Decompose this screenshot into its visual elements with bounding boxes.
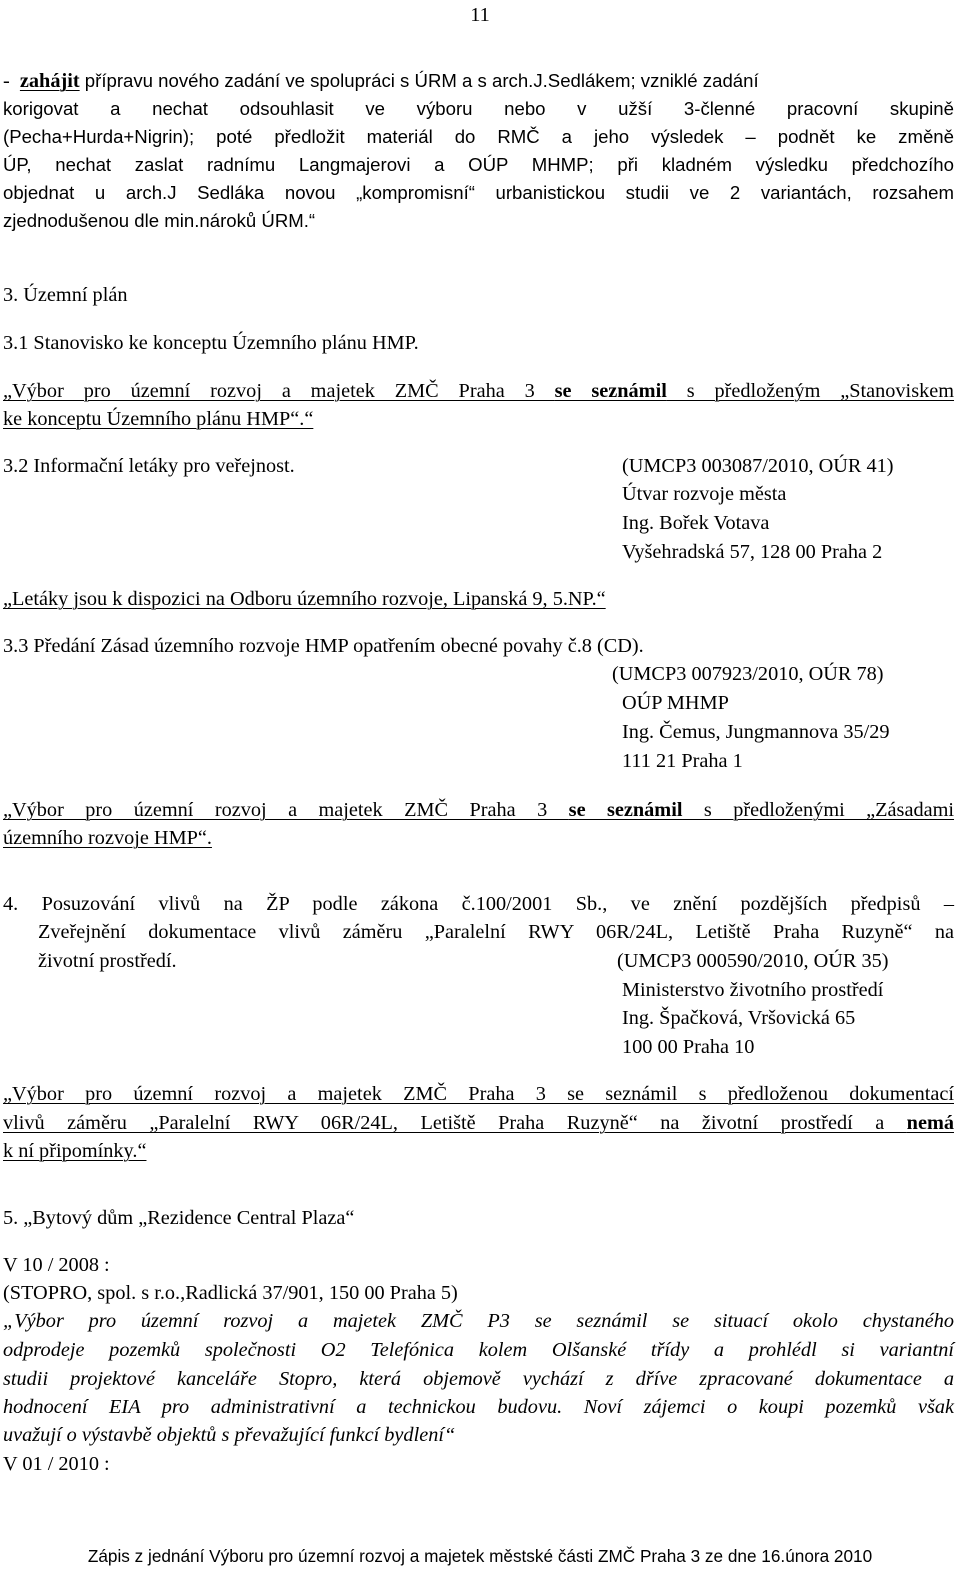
section-3-2-ref-3: Ing. Bořek Votava (622, 512, 770, 534)
section-3-heading: 3. Územní plán (3, 284, 128, 306)
section-3-1-quote-line-2: ke konceptu Územního plánu HMP“.“ (3, 408, 314, 430)
section-5-italic-line-3: studii projektové kanceláře Stopro, která objemově vychází z dříve zpracované dokumentace a (3, 1368, 954, 1390)
section-5-v1: V 10 / 2008 : (3, 1254, 110, 1276)
section-3-2-quote: „Letáky jsou k dispozici na Odboru územního rozvoje, Lipanská 9, 5.NP.“ (3, 588, 606, 610)
section-3-1-quote-line-1: „Výbor pro územní rozvoj a majetek ZMČ Praha 3 se seznámil s předloženým „Stanoviskem (3, 380, 955, 402)
intro-line-1: - zahájit přípravu nového zadání ve spolupráci s ÚRM a s arch.J.Sedlákem; vzniklé zadání (3, 70, 759, 92)
section-3-3-quote-line-2: územního rozvoje HMP“. (3, 827, 212, 849)
section-5-italic-line-5: uvažují o výstavbě objektů s převažující funkcí bydlení“ (3, 1424, 456, 1446)
section-4-ref-2: Ministerstvo životního prostředí (622, 979, 884, 1001)
section-5-italic-line-4: hodnocení EIA pro administrativní a technickou budovu. Noví zájemci o koupi pozemků však (3, 1396, 954, 1418)
section-3-2-ref-1: (UMCP3 003087/2010, OÚR 41) (622, 455, 894, 477)
section-4-line-3: životní prostředí. (38, 950, 177, 972)
section-5-heading: 5. „Bytový dům „Rezidence Central Plaza“ (3, 1207, 355, 1229)
section-4-quote-line-3: k ní připomínky.“ (3, 1140, 147, 1162)
intro-line-5: objednat u arch.J Sedláka novou „kompromisní“ urbanistickou studii ve 2 variantách, rozsahem (3, 182, 954, 203)
section-3-2-ref-2: Útvar rozvoje města (622, 483, 787, 505)
intro-line-3: (Pecha+Hurda+Nigrin); poté předložit materiál do RMČ a jeho výsledek – podnět ke změně (3, 126, 954, 147)
section-3-1-title: 3.1 Stanovisko ke konceptu Územního plánu HMP. (3, 332, 419, 354)
section-3-2-ref-4: Vyšehradská 57, 128 00 Praha 2 (622, 541, 883, 563)
section-4-ref-3: Ing. Špačková, Vršovická 65 (622, 1007, 856, 1029)
section-3-3-ref-3: Ing. Čemus, Jungmannova 35/29 (622, 721, 890, 743)
intro-line-2: korigovat a nechat odsouhlasit ve výboru nebo v užší 3-členné pracovní skupině (3, 98, 954, 119)
page-number: 11 (470, 4, 490, 26)
section-4-quote-line-1: „Výbor pro územní rozvoj a majetek ZMČ Praha 3 se seznámil s předloženou dokumentací (3, 1083, 954, 1105)
section-4-ref-4: 100 00 Praha 10 (622, 1036, 755, 1058)
page-footer: Zápis z jednání Výboru pro územní rozvoj a majetek městské části ZMČ Praha 3 ze dne 16.února 2010 (87, 1546, 873, 1566)
section-5-v1-sub: (STOPRO, spol. s r.o.,Radlická 37/901, 150 00 Praha 5) (3, 1282, 458, 1304)
section-5-italic-line-1: „Výbor pro územní rozvoj a majetek ZMČ P3 se seznámil se situací okolo chystaného (3, 1310, 954, 1332)
section-4-quote-line-2: vlivů záměru „Paralelní RWY 06R/24L, Letiště Praha Ruzyně“ na životní prostředí a nemá (3, 1112, 954, 1134)
intro-line-6: zjednodušenou dle min.nároků ÚRM.“ (3, 210, 316, 231)
section-4-line-2: Zveřejnění dokumentace vlivů záměru „Paralelní RWY 06R/24L, Letiště Praha Ruzyně“ na (38, 921, 954, 943)
section-5-italic-line-2: odprodeje pozemků společnosti O2 Telefónica kolem Olšanské třídy a prohlédl si variantní (3, 1339, 954, 1361)
section-4-ref-1: (UMCP3 000590/2010, OÚR 35) (617, 950, 889, 972)
section-3-3-quote-line-1: „Výbor pro územní rozvoj a majetek ZMČ Praha 3 se seznámil s předloženými „Zásadami (3, 799, 955, 821)
section-3-3-title: 3.3 Předání Zásad územního rozvoje HMP opatřením obecné povahy č.8 (CD). (3, 635, 644, 657)
section-3-3-ref-2: OÚP MHMP (622, 692, 729, 714)
section-3-2-title: 3.2 Informační letáky pro veřejnost. (3, 455, 295, 477)
intro-line-4: ÚP, nechat zaslat radnímu Langmajerovi a OÚP MHMP; při kladném výsledku předchozího (3, 154, 954, 175)
intro-bold-zahajit: zahájit (19, 70, 80, 92)
section-3-3-ref-4: 111 21 Praha 1 (622, 750, 743, 772)
section-3-3-ref-1: (UMCP3 007923/2010, OÚR 78) (612, 663, 884, 685)
section-5-v2: V 01 / 2010 : (3, 1453, 110, 1475)
section-4-line-1: 4. Posuzování vlivů na ŽP podle zákona č.100/2001 Sb., ve znění pozdějších předpisů – (3, 893, 954, 915)
